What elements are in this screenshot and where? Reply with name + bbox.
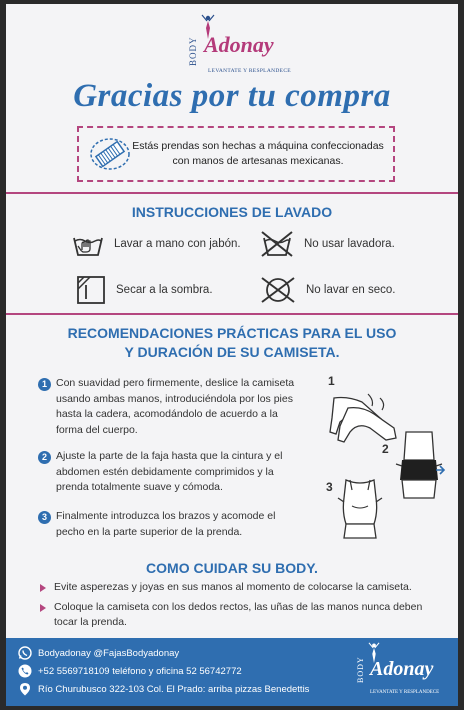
legs-illustration-icon [328,388,402,446]
divider-top [6,192,458,194]
location-pin-icon [18,682,32,696]
step-text: Con suavidad pero firmemente, deslice la camiseta usando ambas manos, introduciéndola por los pies hasta la cadera, acomodándolo de acuerdo a la forma del cuerpo. [56,377,295,436]
recommendations-heading-line-2: Y DURACIÓN DE SU CAMISETA. [124,344,340,360]
illustration-number-2: 2 [382,442,389,456]
footer-address [18,682,309,696]
wash-item-dry-shade [76,275,213,305]
step-text: Ajuste la parte de la faja hasta que la cintura y el abdomen estén debidamente comprimidos y la prenda totalmente suave y cómoda. [56,450,283,493]
care-tip-text: Coloque la camiseta con los dedos rectos, las uñas de las manos nunca deben tocar la prenda. [54,601,423,628]
no-dry-clean-icon [260,275,296,305]
brand-name: Adonay [204,32,274,57]
washing-heading: INSTRUCCIONES DE LAVADO [131,204,333,220]
footer-phone [18,664,242,678]
wash-label-hand-wash: Lavar a mano con jabón. [114,238,241,250]
notice-line-2: con manos de artesanas mexicanas. [172,155,344,167]
care-heading: COMO CUIDAR SU BODY. [146,560,318,576]
wash-item-no-dry-clean [260,275,396,305]
step-1 [38,376,300,438]
illustration-number-1: 1 [328,374,335,388]
step-number: 1 [38,378,51,391]
no-washing-machine-icon [260,230,294,258]
care-tip-1 [40,580,430,595]
footer-brand-body-text: BODY [356,656,365,684]
step-3 [38,509,300,540]
footer-brand-name: Adonay [370,658,434,680]
footer-brand-tagline: LEVANTATE Y RESPLANDECE [370,690,440,695]
step-2 [38,449,300,496]
recommendations-heading-line-1: RECOMENDACIONES PRÁCTICAS PARA EL USO [67,325,397,341]
torso-illustration-icon [336,478,384,540]
footer-social [18,646,179,660]
bullet-icon [40,584,46,592]
waist-illustration-icon [392,430,446,500]
recommendations-heading [6,324,458,362]
step-text: Finalmente introduzca los brazos y acomode el pecho en la parte superior de la prenda. [56,510,276,538]
footer-phone-text[interactable]: +52 5569718109 teléfono y oficina 52 56742772 [38,665,242,677]
phone-icon [18,664,32,678]
whatsapp-icon [18,646,32,660]
divider-middle [6,313,458,315]
illustration-number-3: 3 [326,480,333,494]
wash-item-no-machine [260,230,395,258]
wash-item-hand-wash [72,230,241,258]
care-tip-2 [40,600,430,630]
footer-social-text[interactable]: Bodyadonay @FajasBodyadonay [38,647,180,659]
notice-line-1: Estás prendas son hechas a máquina confeccionadas [132,140,384,152]
wash-label-no-machine: No usar lavadora. [304,238,395,250]
page-title: Gracias por tu compra [73,78,391,114]
footer [6,638,458,706]
care-tip-text: Evite asperezas y joyas en sus manos al momento de colocarse la camiseta. [54,581,412,593]
footer-address-text: Río Churubusco 322-103 Col. El Prado: arriba pizzas Benedettis [38,683,310,695]
brand-logo [188,14,298,82]
bullet-icon [40,604,46,612]
hand-wash-icon [72,230,104,258]
brand-tagline: LEVANTATE Y RESPLANDECE [208,68,291,74]
wash-label-no-dry-clean: No lavar en seco. [306,284,396,296]
footer-brand-logo [352,642,452,702]
step-number: 2 [38,451,51,464]
handmade-notice [77,126,395,182]
brand-body-text: BODY [188,36,198,66]
garment-tag-icon [89,134,131,174]
thank-you-card [6,4,458,706]
wash-label-dry-shade: Secar a la sombra. [116,284,213,296]
step-number: 3 [38,511,51,524]
dry-in-shade-icon [76,275,106,305]
